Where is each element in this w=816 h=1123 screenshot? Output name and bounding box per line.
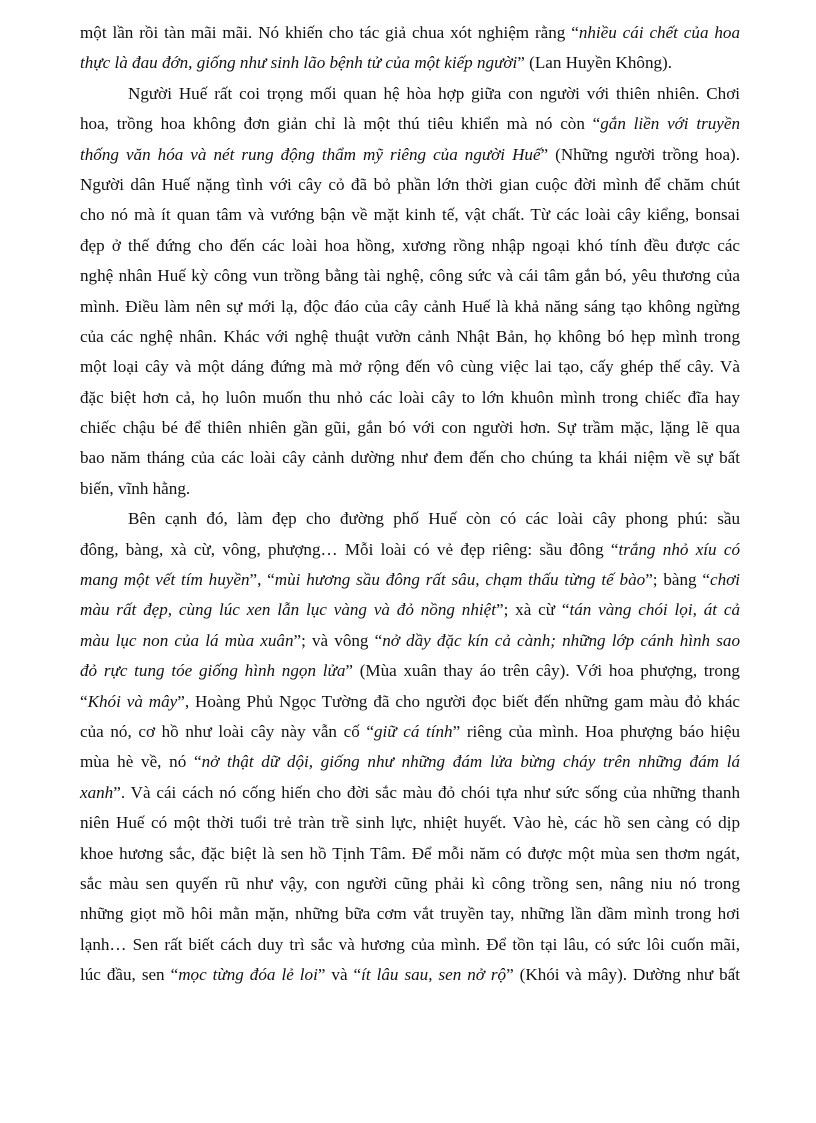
text-line: nghệ nhân Huế kỳ công vun trồng bằng tài nghệ, công sức và cái tâm gắn bó, yêu thương của	[80, 266, 740, 286]
text-line: khoe hương sắc, đặc biệt là sen hồ Tịnh Tâm. Để mỗi năm có được một mùa sen thơm ngát,	[80, 843, 740, 863]
text-line: một lần rồi tàn mãi mãi. Nó khiến cho tác giả chua xót nghiệm rằng “nhiều cái chết của hoa	[80, 23, 741, 42]
text-line: Người Huế rất coi trọng mối quan hệ hòa hợp giữa con người với thiên nhiên. Chơi	[128, 83, 740, 103]
text-line: Người dân Huế nặng tình với cây cỏ đã bỏ phần lớn thời gian cuộc đời mình để chăm chút	[80, 174, 740, 194]
text-line: mùa hè về, nó “nở thật dữ dội, giống như những đám lửa bừng cháy trên những đám lá	[80, 752, 740, 772]
text-line: sắc màu sen quyến rũ như vậy, con người cũng phải kì công trồng sen, nâng niu nó trong	[80, 873, 740, 893]
text-line: màu rất đẹp, cùng lúc xen lẫn lục vàng và đỏ nồng nhiệt”; xà cừ “tán vàng chói lọi, át cả	[80, 600, 740, 620]
text-line: lúc đầu, sen “mọc từng đóa lẻ loi” và “ít lâu sau, sen nở rộ” (Khói và mây). Dường như bất	[80, 965, 741, 985]
paragraph-3	[80, 504, 740, 990]
text-line: đẹp ở thế đứng cho đến các loài hoa hồng, xương rồng nhập ngoại khó tính đều được các	[80, 235, 740, 255]
text-line: những giọt mồ hôi mằn mặn, những bữa cơm vắt truyền tay, những lần dầm mình trong hơi	[80, 904, 740, 924]
text-line: đỏ rực tung tóe giống hình ngọn lửa” (Mùa xuân thay áo trên cây). Với hoa phượng, trong	[80, 661, 740, 681]
text-line: thống văn hóa và nét rung động thẩm mỹ riêng của người Huế” (Những người trồng hoa).	[80, 144, 740, 164]
text-line: màu lục non của lá mùa xuân”; và vông “nở dầy đặc kín cả cành; những lớp cánh hình sao	[80, 630, 740, 650]
text-line: đặc biệt hơn cả, họ luôn muốn thu nhỏ các loài cây to lớn khuôn mình trong chiếc đĩa hay	[80, 387, 740, 407]
text-line: của nó, cơ hồ như loài cây này vẫn cố “giữ cá tính” riêng của mình. Hoa phượng báo hiệu	[80, 721, 740, 741]
text-line: mang một vết tím huyền”, “mùi hương sầu đông rất sâu, chạm thấu từng tế bào”; bàng “chơi	[80, 570, 740, 590]
text-line: Bên cạnh đó, làm đẹp cho đường phố Huế còn có các loài cây phong phú: sầu	[128, 509, 740, 529]
paragraph-1	[80, 18, 740, 79]
text-line: chiếc chậu bé để thiên nhiên gần gũi, gắn bó với con người hơn. Sự trầm mặc, lặng lẽ qua	[80, 418, 740, 438]
text-line: lạnh… Sen rất biết cách duy trì sắc và hương của mình. Để tồn tại lâu, có sức lôi cuốn mãi,	[80, 934, 740, 954]
text-line: biến, vĩnh hằng.	[80, 478, 191, 498]
text-line: một loại cây và một dáng đứng mà mở rộng đến vô cùng việc lai tạo, cấy ghép thế cây. Và	[80, 357, 740, 377]
text-line: của các nghệ nhân. Khác với nghệ thuật vườn cảnh Nhật Bản, họ không bó hẹp mình trong	[80, 326, 740, 346]
body-text	[80, 18, 740, 991]
text-line: bao năm tháng của các loài cây cảnh dường như đem đến cho chúng ta khái niệm về sự bất	[80, 448, 740, 468]
text-line: thực là đau đớn, giống như sinh lão bệnh tử của một kiếp người” (Lan Huyền Không).	[80, 53, 673, 73]
text-line: niên Huế có một thời tuổi trẻ tràn trề sinh lực, nhiệt huyết. Vào hè, các hồ sen càng có dịp	[80, 813, 740, 833]
text-line: đông, bàng, xà cừ, vông, phượng… Mỗi loài có vẻ đẹp riêng: sầu đông “trắng nhỏ xíu có	[80, 539, 740, 559]
text-line: xanh”. Và cái cách nó cống hiến cho đời sắc màu đỏ chói tựa như sức sống của những thanh	[80, 782, 740, 802]
text-line: cho nó mà ít quan tâm và vướng bận về mặt kinh tế, vật chất. Từ các loài cây kiểng, bonsai	[80, 205, 740, 225]
text-line: hoa, trồng hoa không đơn giản chỉ là một thú tiêu khiển mà nó còn “gắn liền với truyền	[80, 114, 740, 134]
text-line: “Khói và mây”, Hoàng Phủ Ngọc Tường đã cho người đọc biết đến những gam màu đỏ khác	[80, 691, 741, 711]
text-line: mình. Điều làm nên sự mới lạ, độc đáo của cây cảnh Huế là khả năng sáng tạo không ngừng	[80, 296, 740, 316]
paragraph-2	[80, 79, 740, 504]
